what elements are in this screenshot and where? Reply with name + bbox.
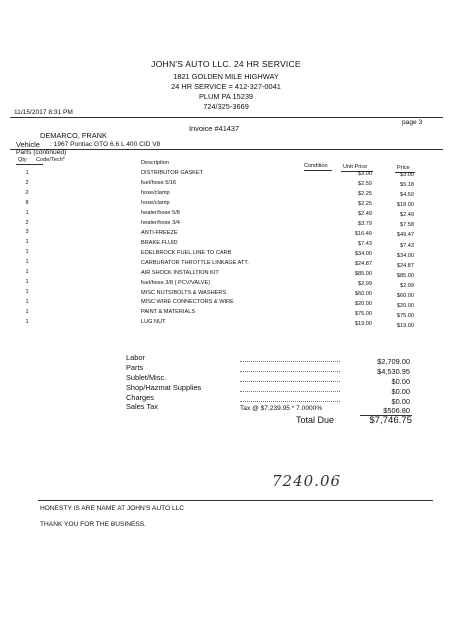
- row-qty: 1: [25, 209, 29, 216]
- shop-address: 1821 GOLDEN MILE HIGHWAY: [173, 72, 279, 81]
- row-price: $7.58: [400, 222, 414, 229]
- row-qty: 1: [25, 259, 29, 266]
- hazmat-amount: $0.00: [391, 387, 410, 396]
- row-description: fuel/hose 5/16: [141, 179, 177, 186]
- row-qty: 1: [25, 170, 29, 176]
- row-unit-price: $24.87: [354, 261, 372, 268]
- sublet-label: Sublet/Misc.: [126, 373, 167, 382]
- row-price: $7.43: [400, 242, 414, 249]
- row-qty: 1: [25, 298, 29, 305]
- invoice-number: Invoice #41437: [189, 124, 240, 133]
- row-qty: 8: [25, 199, 29, 206]
- footer-line-2: THANK YOU FOR THE BUSINESS.: [40, 521, 147, 528]
- row-qty: 2: [25, 189, 29, 196]
- row-unit-price: $16.49: [354, 231, 372, 238]
- row-unit-price: $7.43: [358, 241, 372, 248]
- vehicle-label: Vehicle: [16, 140, 40, 149]
- row-unit-price: $20.00: [354, 301, 372, 308]
- row-description: ANTI-FREEZE: [141, 229, 178, 236]
- labor-label: Labor: [126, 353, 145, 362]
- vehicle-info: : 1967 Pontiac GTO 6.6 L 400 CID V8: [50, 141, 161, 148]
- row-price: $2.49: [400, 212, 414, 219]
- sales-tax-label: Sales Tax: [126, 402, 158, 411]
- row-unit-price: $2.49: [358, 211, 372, 218]
- qty-underline: [16, 164, 43, 165]
- row-description: MISC NUTS/BOLTS & WASHERS: [141, 289, 227, 296]
- row-qty: 2: [25, 219, 29, 226]
- row-unit-price: $60.00: [354, 291, 372, 298]
- row-description: fuel/hose 3/8 ( PCV/VALVE): [141, 279, 211, 286]
- footer-line-1: HONESTY IS ARE NAME AT JOHN'S AUTO LLC: [40, 505, 185, 512]
- row-qty: 1: [25, 278, 29, 285]
- row-description: CARBURATOR THROTTLE LINKAGE ATT.: [141, 259, 249, 266]
- row-unit-price: $3.00: [358, 171, 372, 177]
- row-price: $85.00: [396, 272, 414, 279]
- row-price: $49.47: [396, 232, 414, 239]
- row-price: $75.00: [396, 313, 414, 320]
- charges-amount: $0.00: [391, 397, 410, 406]
- footer-divider: [38, 500, 433, 501]
- parts-label: Parts: [126, 363, 144, 372]
- row-description: LUG NUT: [141, 319, 166, 326]
- row-unit-price: $3.79: [358, 221, 372, 228]
- col-header-unit-price: Unit Price: [343, 164, 368, 170]
- labor-amount: $2,709.00: [377, 357, 410, 366]
- row-description: MISC WIRE CONNECTORS & WIRE: [141, 299, 234, 306]
- row-unit-price: $34.00: [354, 251, 372, 258]
- row-unit-price: $2.25: [358, 191, 372, 198]
- row-price: $19.00: [396, 323, 414, 330]
- row-price: $2.99: [400, 282, 414, 289]
- invoice-datetime: 11/15/2017 8:31 PM: [14, 109, 73, 116]
- row-unit-price: $75.00: [354, 311, 372, 318]
- row-description: heater/hose 3/4: [141, 219, 180, 226]
- col-header-qty: Qty: [18, 157, 27, 163]
- sublet-leader: [240, 381, 340, 382]
- row-qty: 1: [25, 288, 29, 295]
- row-qty: 1: [25, 269, 29, 275]
- row-price: $24.87: [396, 262, 414, 269]
- parts-amount: $4,530.95: [377, 367, 410, 376]
- row-price: $34.00: [396, 252, 414, 259]
- charges-label: Charges: [126, 393, 154, 402]
- hazmat-leader: [240, 391, 340, 392]
- row-description: EDELBROCK FUEL LINE TO CARB: [141, 249, 232, 256]
- total-due-label: Total Due: [296, 415, 335, 425]
- row-qty: 1: [25, 239, 29, 246]
- page-number: page 3: [402, 119, 423, 126]
- row-qty: 1: [25, 318, 29, 325]
- parts-leader: [240, 371, 340, 372]
- row-description: BRAKE FLUID: [141, 239, 178, 246]
- row-qty: 1: [25, 308, 29, 315]
- shop-name: JOHN'S AUTO LLC. 24 HR SERVICE: [151, 59, 301, 69]
- shop-service-line: 24 HR SERVICE = 412-327-0041: [171, 82, 281, 91]
- customer-name: DEMARCO, FRANK: [40, 131, 107, 140]
- row-unit-price: $2.25: [358, 201, 372, 208]
- row-description: heater/hose 5/8: [141, 209, 180, 216]
- header-divider: [10, 117, 443, 118]
- row-description: hose/clamp: [141, 199, 170, 206]
- row-description: DISTRIBUTOR GASKET: [141, 170, 204, 176]
- shop-phone: 724/325-3669: [203, 102, 249, 111]
- row-qty: 1: [25, 249, 29, 256]
- row-unit-price: $2.99: [358, 281, 372, 288]
- shop-city: PLUM PA 15239: [198, 92, 254, 101]
- row-qty: 3: [25, 229, 29, 236]
- col-header-description: Description: [141, 160, 169, 166]
- sublet-amount: $0.00: [391, 377, 410, 386]
- row-price: $4.50: [400, 192, 414, 199]
- labor-leader: [240, 361, 340, 362]
- col-header-condition: Condition: [304, 163, 328, 169]
- total-due-amount: $7,746.75: [369, 415, 412, 426]
- row-price: $18.00: [396, 202, 414, 209]
- row-price: $60.00: [396, 292, 414, 299]
- row-unit-price: $2.59: [358, 181, 372, 188]
- row-price: $5.18: [400, 182, 414, 189]
- row-description: hose/clamp: [141, 189, 170, 196]
- col-header-price: Price: [397, 165, 410, 171]
- handwritten-total: 7240.06: [272, 472, 342, 490]
- row-unit-price: $19.00: [354, 321, 372, 328]
- condition-underline: [304, 170, 332, 171]
- hazmat-label: Shop/Hazmat Supplies: [126, 383, 202, 392]
- row-description: AIR SHOCK INSTALLTION KIT: [141, 269, 219, 276]
- charges-leader: [240, 401, 340, 402]
- row-price: $3.00: [400, 172, 414, 178]
- parts-section-label: Parts (continued): [16, 149, 67, 156]
- row-qty: 2: [25, 179, 29, 186]
- col-header-code: Code/Tech*: [36, 157, 65, 163]
- row-price: $20.00: [396, 303, 414, 310]
- sales-tax-amount: $506.80: [383, 406, 410, 415]
- row-unit-price: $85.00: [354, 271, 372, 278]
- row-description: PAINT & MATERIALS: [141, 309, 196, 316]
- vehicle-divider: [10, 149, 443, 150]
- sales-tax-detail: Tax @ $7,239.95 * 7.0000%: [240, 405, 323, 412]
